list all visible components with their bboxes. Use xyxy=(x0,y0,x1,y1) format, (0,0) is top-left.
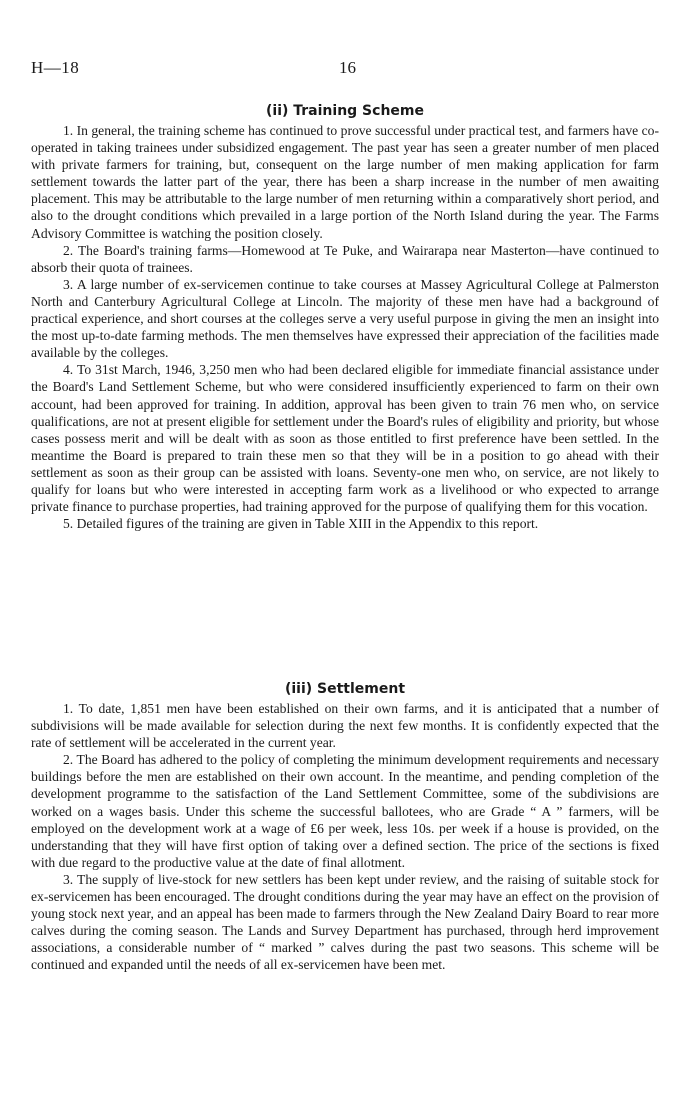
page-number: 16 xyxy=(339,58,356,77)
training-paragraph-3: 3. A large number of ex-servicemen continue to take courses at Massey Agricultural College at Palmerston North and Canterbury Agricultural College at Lincoln. The majority of these men have had a background of practical experience, and short courses at the colleges serve a very useful purpose in giving the men an insight into the most up-to-date farming methods. The men themselves have expressed their appreciation of the facilities made available by the colleges. xyxy=(31,276,659,361)
settlement-heading: (iii) Settlement xyxy=(284,681,406,697)
training-scheme-heading: (ii) Training Scheme xyxy=(266,103,424,119)
training-scheme-section xyxy=(31,102,659,532)
settlement-paragraph-1: 1. To date, 1,851 men have been established on their own farms, and it is anticipated that a number of subdivisions will be made available for selection during the next few months. It is confidently expected that the rate of settlement will be accelerated in the current year. xyxy=(31,701,659,751)
training-paragraph-1: 1. In general, the training scheme has continued to prove successful under practical test, and farmers have co-operated in taking trainees under subsidized engagement. The past year has seen a greater number of men placed with private farmers for training, but, consequent on the large number of men making application for farm settlement towards the latter part of the year, there has been a sharp increase in the number of men awaiting placement. This may be attributable to the large number of men returning within a comparatively short period, and also to the drought conditions which prevailed in a large portion of the North Island during the year. The Farms Advisory Committee is watching the position closely. xyxy=(31,123,659,241)
training-paragraph-5: 5. Detailed figures of the training are given in Table XIII in the Appendix to this report. xyxy=(63,516,539,532)
settlement-section xyxy=(31,680,659,974)
training-paragraph-4: 4. To 31st March, 1946, 3,250 men who had been declared eligible for immediate financial assistance under the Board's Land Settlement Scheme, but who were considered insufficiently experienced to farm on their own account, had been approved for training. In addition, approval has been given to train 76 men who, on service qualifications, are not at present eligible for settlement under the Board's rules of eligibility and priority, but whose cases possess merit and will be dealt with as soon as those entitled to first preference have been settled. In the meantime the Board is prepared to train these men so that they will be in a position to go ahead with their settlement as soon as their group can be assisted with loans. Seventy-one men who, on service, are not likely to qualify for loans but who were interested in accepting farm work as a livelihood or who expected to arrange private finance to purchase properties, had training approved for the purpose of qualifying them for this vocation. xyxy=(31,362,659,515)
page-reference: H—18 xyxy=(31,58,80,77)
settlement-paragraph-3: 3. The supply of live-stock for new settlers has been kept under review, and the raising of suitable stock for ex-servicemen has been encouraged. The drought conditions during the year may have an effect on the provision of young stock next year, and an appeal has been made to farmers through the New Zealand Dairy Board to rear more calves during the coming season. The Lands and Survey Department has purchased, through herd improvement associations, a considerable number of “ marked ” calves during the past two seasons. This scheme will be continued and expanded until the needs of all ex-servicemen have been met. xyxy=(31,871,659,973)
training-paragraph-2: 2. The Board's training farms—Homewood at Te Puke, and Wairarapa near Masterton—have continued to absorb their quota of trainees. xyxy=(31,242,659,275)
settlement-paragraph-2: 2. The Board has adhered to the policy of completing the minimum development requirements and necessary buildings before the men are established on their own account. In the meantime, and pending completion of the development programme to the satisfaction of the Land Settlement Committee, some of the subdivisions are worked on a wages basis. Under this scheme the successful ballotees, who are Grade “ A ” farmers, will be employed on the development work at a wage of £6 per week, less 10s. per week if a house is provided, on the understanding that they will have first option of taking over a defined section. The price of the sections is fixed with due regard to the productive value at the date of final allotment. xyxy=(31,752,659,870)
